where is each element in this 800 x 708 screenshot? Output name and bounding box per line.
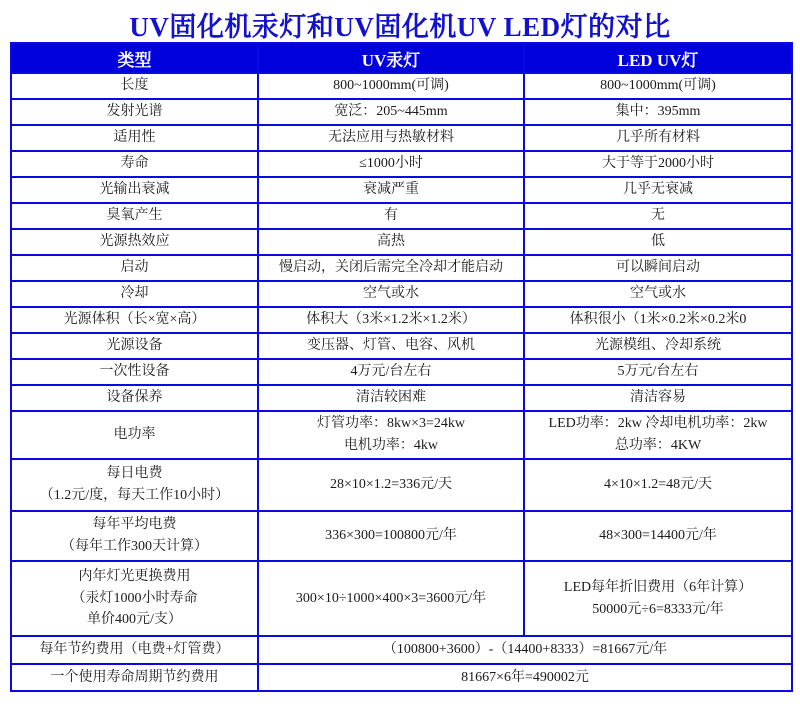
- row-label-cell: 长度: [11, 73, 258, 99]
- uv-mercury-lamp-cell: 衰减严重: [258, 177, 524, 203]
- row-label-cell: 光源热效应: [11, 229, 258, 255]
- led-uv-lamp-cell: 几乎所有材料: [524, 125, 792, 151]
- table-row: [11, 229, 792, 255]
- led-uv-lamp-cell: LED功率：2kw 冷却电机功率：2kw 总功率：4KW: [524, 411, 792, 459]
- table-row: [11, 73, 792, 99]
- row-label-cell: 启动: [11, 255, 258, 281]
- table-row: [11, 177, 792, 203]
- uv-mercury-lamp-cell: 有: [258, 203, 524, 229]
- row-label-cell: 寿命: [11, 151, 258, 177]
- table-row: [11, 255, 792, 281]
- table-row: [11, 203, 792, 229]
- led-uv-lamp-cell: 4×10×1.2=48元/天: [524, 459, 792, 511]
- row-label-cell: 设备保养: [11, 385, 258, 411]
- row-label-cell: 一个使用寿命周期节约费用: [11, 664, 258, 691]
- led-uv-lamp-cell: 清洁容易: [524, 385, 792, 411]
- uv-mercury-lamp-cell: 变压器、灯管、电容、风机: [258, 333, 524, 359]
- led-uv-lamp-cell: 集中：395mm: [524, 99, 792, 125]
- uv-mercury-lamp-cell: 4万元/台左右: [258, 359, 524, 385]
- uv-mercury-lamp-cell: 宽泛：205~445mm: [258, 99, 524, 125]
- led-uv-lamp-cell: 几乎无衰减: [524, 177, 792, 203]
- comparison-table: [10, 42, 793, 692]
- table-row: [11, 307, 792, 333]
- led-uv-lamp-cell: 低: [524, 229, 792, 255]
- led-uv-lamp-cell: 大于等于2000小时: [524, 151, 792, 177]
- led-uv-lamp-cell: 无: [524, 203, 792, 229]
- row-label-cell: 光源体积（长×宽×高）: [11, 307, 258, 333]
- row-label-cell: 发射光谱: [11, 99, 258, 125]
- row-label-cell: 臭氧产生: [11, 203, 258, 229]
- uv-mercury-lamp-cell: 28×10×1.2=336元/天: [258, 459, 524, 511]
- table-row: [11, 99, 792, 125]
- table-row: [11, 664, 792, 691]
- led-uv-lamp-cell: 光源模组、冷却系统: [524, 333, 792, 359]
- uv-mercury-lamp-cell: 800~1000mm(可调): [258, 73, 524, 99]
- uv-mercury-lamp-cell: 灯管功率：8kw×3=24kw 电机功率：4kw: [258, 411, 524, 459]
- row-label-cell: 每年平均电费 （每年工作300天计算）: [11, 511, 258, 561]
- led-uv-lamp-cell: LED每年折旧费用（6年计算） 50000元÷6=8333元/年: [524, 561, 792, 636]
- table-row: [11, 333, 792, 359]
- uv-mercury-lamp-cell: 空气或水: [258, 281, 524, 307]
- row-label-cell: 一次性设备: [11, 359, 258, 385]
- row-label-cell: 电功率: [11, 411, 258, 459]
- led-uv-lamp-cell: 48×300=14400元/年: [524, 511, 792, 561]
- uv-mercury-lamp-cell: 清洁较困难: [258, 385, 524, 411]
- uv-mercury-lamp-cell: ≤1000小时: [258, 151, 524, 177]
- table-row: [11, 281, 792, 307]
- table-header-row: [11, 43, 792, 73]
- uv-mercury-lamp-cell: 体积大（3米×1.2米×1.2米）: [258, 307, 524, 333]
- led-uv-lamp-cell: 可以瞬间启动: [524, 255, 792, 281]
- table-row: [11, 359, 792, 385]
- row-label-cell: 光输出衰减: [11, 177, 258, 203]
- uv-mercury-lamp-cell: 慢启动，关闭后需完全冷却才能启动: [258, 255, 524, 281]
- merged-value-cell: 81667×6年=490002元: [258, 664, 792, 691]
- table-row: [11, 511, 792, 561]
- header-led-uv-lamp: LED UV灯: [524, 43, 792, 73]
- table-row: [11, 125, 792, 151]
- table-body: [11, 73, 792, 691]
- led-uv-lamp-cell: 5万元/台左右: [524, 359, 792, 385]
- table-row: [11, 385, 792, 411]
- table-row: [11, 636, 792, 664]
- row-label-cell: 每年节约费用（电费+灯管费）: [11, 636, 258, 664]
- merged-value-cell: （100800+3600）-（14400+8333）=81667元/年: [258, 636, 792, 664]
- header-type: 类型: [11, 43, 258, 73]
- row-label-cell: 光源设备: [11, 333, 258, 359]
- uv-mercury-lamp-cell: 300×10÷1000×400×3=3600元/年: [258, 561, 524, 636]
- table-row: [11, 459, 792, 511]
- row-label-cell: 冷却: [11, 281, 258, 307]
- uv-mercury-lamp-cell: 无法应用与热敏材料: [258, 125, 524, 151]
- led-uv-lamp-cell: 800~1000mm(可调): [524, 73, 792, 99]
- header-uv-mercury-lamp: UV汞灯: [258, 43, 524, 73]
- uv-mercury-lamp-cell: 336×300=100800元/年: [258, 511, 524, 561]
- row-label-cell: 内年灯光更换费用 （汞灯1000小时寿命 单价400元/支）: [11, 561, 258, 636]
- row-label-cell: 每日电费 （1.2元/度，每天工作10小时）: [11, 459, 258, 511]
- table-row: [11, 151, 792, 177]
- table-row: [11, 561, 792, 636]
- led-uv-lamp-cell: 空气或水: [524, 281, 792, 307]
- led-uv-lamp-cell: 体积很小（1米×0.2米×0.2米0: [524, 307, 792, 333]
- row-label-cell: 适用性: [11, 125, 258, 151]
- table-row: [11, 411, 792, 459]
- page-title: UV固化机汞灯和UV固化机UV LED灯的对比: [129, 12, 671, 42]
- uv-mercury-lamp-cell: 高热: [258, 229, 524, 255]
